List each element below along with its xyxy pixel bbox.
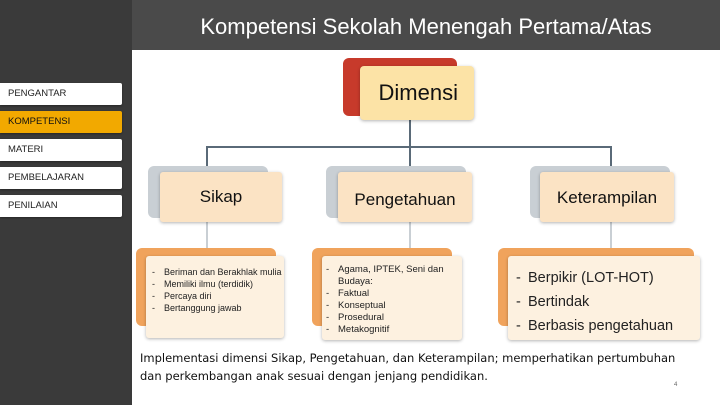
connector-root-vertical — [409, 118, 411, 146]
keterampilan-node-label: Keterampilan — [556, 188, 658, 207]
list-item: - Memiliki ilmu (terdidik) — [152, 278, 282, 290]
page-number: 4 — [674, 382, 678, 388]
list-item: - Agama, IPTEK, Seni dan Budaya: — [326, 264, 462, 288]
list-item: - Berpikir (LOT-HOT) — [516, 266, 702, 290]
list-item: - Percaya diri — [152, 290, 282, 302]
list-item: - Bertanggung jawab — [152, 302, 282, 314]
list-item: - Beriman dan Berakhlak mulia — [152, 266, 282, 278]
list-item: - Konseptual — [326, 300, 462, 312]
list-item: - Prosedural — [326, 312, 462, 324]
keterampilan-detail-list — [516, 266, 702, 338]
sikap-detail-list — [152, 266, 282, 314]
nav-item-materi[interactable]: MATERI — [0, 139, 122, 161]
slide-title: Kompetensi Sekolah Menengah Pertama/Atas — [200, 14, 652, 39]
list-item: - Bertindak — [516, 290, 702, 314]
footer-note: Implementasi dimensi Sikap, Pengetahuan, dan Keterampilan; memperhatikan pertumbuhan dan perkembangan anak sesuai dengan jenjang pendidikan. — [140, 351, 676, 383]
nav-item-pengantar[interactable]: PENGANTAR — [0, 83, 122, 105]
pengetahuan-detail-list — [326, 264, 462, 336]
nav-item-pembelajaran[interactable]: PEMBELAJARAN — [0, 167, 122, 189]
connector-sikap-detail — [206, 218, 208, 252]
sikap-node-label: Sikap — [199, 187, 243, 206]
root-node-label: Dimensi — [378, 80, 458, 105]
connector-pengetahuan-detail — [409, 218, 411, 252]
pengetahuan-node-label: Pengetahuan — [354, 190, 456, 209]
list-item: - Berbasis pengetahuan — [516, 314, 702, 338]
connector-keterampilan-detail — [610, 218, 612, 252]
list-item: - Faktual — [326, 288, 462, 300]
nav-item-kompetensi[interactable]: KOMPETENSI — [0, 111, 122, 133]
nav-item-penilaian[interactable]: PENILAIAN — [0, 195, 122, 217]
list-item: - Metakognitif — [326, 324, 462, 336]
